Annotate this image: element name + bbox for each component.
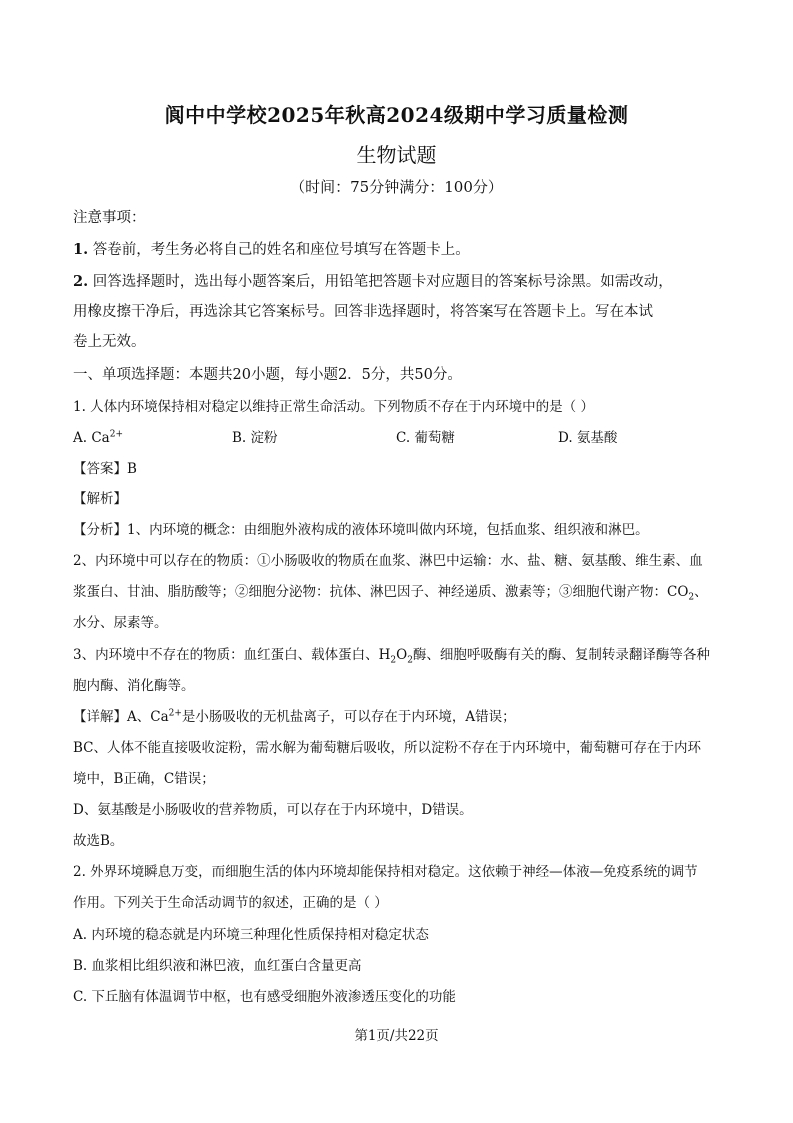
q1-analysis-p1: 【分析】1、内环境的概念：由细胞外液构成的液体环境叫做内环境，包括血浆、组织液和淋巴。 (73, 522, 649, 538)
co2-subscript: 2 (688, 592, 695, 603)
q1-analysis-p3-line-2: 胞内酶、消化酶等。 (73, 678, 195, 694)
note-item-2-number: 2. (73, 273, 89, 290)
q1-detail-a (73, 707, 733, 727)
q1-option-b: B. 淀粉 (232, 430, 278, 446)
section-1-heading: 一、单项选择题：本题共20小题，每小题2．5分，共50分。 (73, 367, 462, 383)
note-item-1-number: 1. (73, 241, 89, 258)
p2-line-2-text: 浆蛋白、甘油、脂肪酸等；②细胞分泌物：抗体、淋巴因子、神经递质、激素等；③细胞代谢产物：CO (73, 584, 689, 600)
notes-heading: 注意事项： (73, 210, 146, 226)
q1-options (73, 428, 733, 448)
q1-detail-bc-line-1: BC、人体不能直接吸收淀粉，需水解为葡萄糖后吸收，所以淀粉不存在于内环境中，葡萄糖可存在于内环 (73, 740, 701, 756)
q1-detail-bc-line-2: 境中，B正确，C错误； (73, 771, 215, 787)
q1-stem: 1. 人体内环境保持相对稳定以维持正常生命活动。下列物质不存在于内环境中的是（ ） (73, 399, 594, 415)
q1-analysis-p2-line-2 (73, 582, 733, 602)
q1-detail-d: D、氨基酸是小肠吸收的营养物质，可以存在于内环境中，D错误。 (73, 802, 473, 818)
q1-option-a-text: A. Ca (73, 430, 110, 446)
q2-option-c: C. 下丘脑有体温调节中枢，也有感受细胞外液渗透压变化的功能 (73, 989, 456, 1005)
exam-title: 阆中中学校2025年秋高2024级期中学习质量检测 (164, 103, 629, 127)
note-item-2-line-2: 用橡皮擦干净后，再选涂其它答案标号。回答非选择题时，将答案写在答题卡上。写在本试 (73, 304, 653, 320)
p3-line-1-text: 3、内环境中不存在的物质：血红蛋白、载体蛋白、H (73, 647, 391, 663)
q1-option-a-superscript: 2+ (109, 429, 123, 440)
q1-answer: 【答案】B (73, 461, 137, 477)
p3-line-1-end: 酶、细胞呼吸酶有关的酶、复制转录翻译酶等各种 (412, 647, 710, 663)
q1-conclusion: 故选B。 (73, 833, 124, 849)
q2-stem-line-1: 2. 外界环境瞬息万变，而细胞生活的体内环境却能保持相对稳定。这依赖于神经—体液—免疫系统的调节 (73, 864, 698, 880)
q1-option-a (73, 428, 123, 448)
q1-option-c: C. 葡萄糖 (396, 430, 455, 446)
q2-option-b: B. 血浆相比组织液和淋巴液，血红蛋白含量更高 (73, 958, 362, 974)
p2-line-2-end: 、 (694, 584, 708, 600)
q2-option-a: A. 内环境的稳态就是内环境三种理化性质保持相对稳定状态 (73, 927, 429, 943)
h2o2-subscript-1: 2 (390, 655, 397, 666)
q1-analysis-p2-line-1: 2、内环境中可以存在的物质：①小肠吸收的物质在血浆、淋巴中运输：水、盐、糖、氨基酸、维生素、血 (73, 553, 703, 569)
q2-stem-line-2: 作用。下列关于生命活动调节的叙述，正确的是（ ） (73, 895, 388, 911)
page-footer: 第1页/共22页 (354, 1028, 439, 1044)
note-item-1-text: 答卷前，考生务必将自己的姓名和座位号填写在答题卡上。 (92, 242, 470, 258)
detail-a-superscript: 2+ (168, 708, 182, 719)
note-item-1 (73, 240, 733, 260)
note-item-2 (73, 272, 733, 292)
note-item-2-line-3: 卷上无效。 (73, 334, 146, 350)
subject-title: 生物试题 (356, 143, 437, 167)
note-item-2-line-1: 回答选择题时，选出每小题答案后，用铅笔把答题卡对应题目的答案标号涂黑。如需改动， (92, 274, 673, 290)
q1-option-d: D. 氨基酸 (558, 430, 618, 446)
detail-a-end: 是小肠吸收的无机盐离子，可以存在于内环境，A错误； (181, 709, 516, 725)
q1-analysis-label: 【解析】 (73, 491, 127, 507)
detail-a-text: 【详解】A、Ca (73, 709, 169, 725)
q1-analysis-p2-line-3: 水分、尿素等。 (73, 615, 168, 631)
time-info: （时间：75分钟满分：100分） (290, 178, 503, 196)
h2o2-subscript-2: 2 (407, 655, 413, 666)
q1-analysis-p3-line-1 (73, 645, 733, 665)
h2o2-oxygen: O (396, 647, 408, 663)
